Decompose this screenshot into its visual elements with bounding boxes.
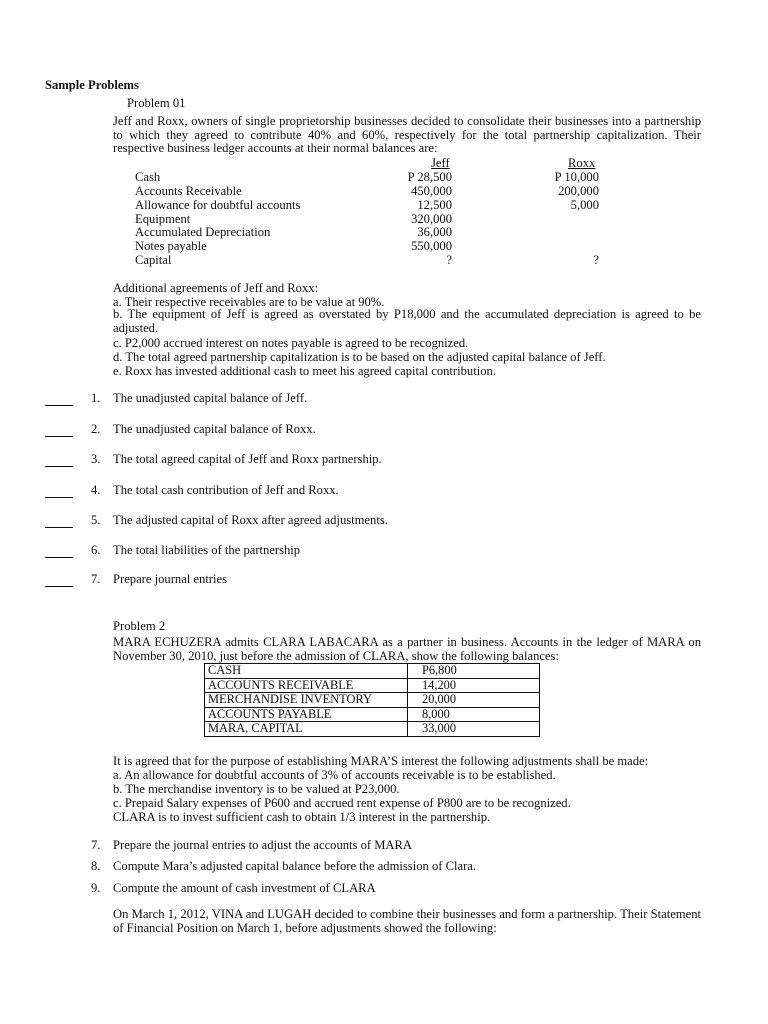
question-number: 7.: [91, 572, 101, 586]
question-number: 1.: [91, 391, 101, 405]
ledger-account: ACCOUNTS RECEIVABLE: [205, 678, 408, 693]
question-text: Prepare journal entries: [113, 572, 227, 586]
agreement-item: c. P2,000 accrued interest on notes payable is agreed to be recognized.: [113, 336, 469, 350]
agreement-item: CLARA is to invest sufficient cash to obtain 1/3 interest in the partnership.: [113, 810, 491, 824]
ledger-table-problem-2: [204, 663, 540, 737]
agreement-item: d. The total agreed partnership capitalization is to be based on the adjusted capital balance of Jeff.: [113, 350, 606, 364]
ledger-amount: P6,800: [408, 664, 540, 679]
answer-blank[interactable]: [45, 404, 73, 406]
answer-blank[interactable]: [45, 435, 73, 437]
ledger-amount: 20,000: [408, 693, 540, 708]
question-number: 2.: [91, 422, 101, 436]
ledger-account: Accounts Receivable: [135, 184, 242, 198]
page-heading: Sample Problems: [45, 78, 139, 92]
ledger-jeff-value: 450,000: [411, 184, 452, 198]
question-text: The unadjusted capital balance of Jeff.: [113, 391, 308, 405]
question-number: 7.: [91, 838, 101, 852]
agreements-title: Additional agreements of Jeff and Roxx:: [113, 281, 319, 295]
question-text: The unadjusted capital balance of Roxx.: [113, 422, 316, 436]
question-number: 9.: [91, 881, 101, 895]
table-row: [205, 664, 540, 679]
agreement-item: b. The merchandise inventory is to be valued at P23,000.: [113, 782, 400, 796]
col-header-jeff: Jeff: [431, 156, 450, 170]
ledger-account: Accumulated Depreciation: [135, 225, 271, 239]
agreement-item: c. Prepaid Salary expenses of P600 and accrued rent expense of P800 are to be recognized.: [113, 796, 571, 810]
answer-blank[interactable]: [45, 556, 73, 558]
ledger-roxx-value: 5,000: [570, 198, 599, 212]
ledger-account: ACCOUNTS PAYABLE: [205, 707, 408, 722]
ledger-jeff-value: 36,000: [417, 225, 452, 239]
ledger-amount: 14,200: [408, 678, 540, 693]
question-text: Compute the amount of cash investment of CLARA: [113, 881, 376, 895]
answer-blank[interactable]: [45, 526, 73, 528]
problem-1-intro: Jeff and Roxx, owners of single proprietorship businesses decided to consolidate their businesses into a partnership to which they agreed to contribute 40% and 60%, respectively for the total partnership capitalization. Their respective business ledger accounts at their normal balances are:: [113, 114, 701, 156]
ledger-roxx-value: ?: [593, 253, 599, 267]
table-row: [205, 693, 540, 708]
question-number: 6.: [91, 543, 101, 557]
col-header-roxx: Roxx: [568, 156, 596, 170]
table-row: [205, 722, 540, 737]
question-text: Prepare the journal entries to adjust the accounts of MARA: [113, 838, 413, 852]
ledger-jeff-value: P 28,500: [407, 170, 452, 184]
ledger-account: Notes payable: [135, 239, 207, 253]
question-text: The total cash contribution of Jeff and Roxx.: [113, 483, 339, 497]
problem-2-intro: MARA ECHUZERA admits CLARA LABACARA as a partner in business. Accounts in the ledger of MARA on November 30, 2010, just before the admission of CLARA, show the following balances:: [113, 635, 701, 663]
table-row: [205, 678, 540, 693]
problem-1-title: Problem 01: [127, 96, 186, 110]
question-number: 3.: [91, 452, 101, 466]
agreement-item: It is agreed that for the purpose of establishing MARA’S interest the following adjustments shall be made:: [113, 754, 649, 768]
question-text: The total agreed capital of Jeff and Roxx partnership.: [113, 452, 382, 466]
question-number: 5.: [91, 513, 101, 527]
agreement-item: e. Roxx has invested additional cash to meet his agreed capital contribution.: [113, 364, 496, 378]
ledger-account: Equipment: [135, 212, 191, 226]
ledger-jeff-value: ?: [446, 253, 452, 267]
question-number: 4.: [91, 483, 101, 497]
ledger-jeff-value: 550,000: [411, 239, 452, 253]
question-number: 8.: [91, 859, 101, 873]
ledger-account: MERCHANDISE INVENTORY: [205, 693, 408, 708]
ledger-amount: 8,000: [408, 707, 540, 722]
ledger-roxx-value: P 10,000: [554, 170, 599, 184]
ledger-account: Cash: [135, 170, 161, 184]
question-text: The adjusted capital of Roxx after agreed adjustments.: [113, 513, 388, 527]
ledger-jeff-value: 320,000: [411, 212, 452, 226]
agreement-item: a. Their respective receivables are to be value at 90%.: [113, 295, 385, 309]
ledger-amount: 33,000: [408, 722, 540, 737]
agreement-item: b. The equipment of Jeff is agreed as overstated by P18,000 and the accumulated depreciation is agreed to be adjusted.: [113, 307, 701, 335]
ledger-account: CASH: [205, 664, 408, 679]
answer-blank[interactable]: [45, 585, 73, 587]
answer-blank[interactable]: [45, 465, 73, 467]
problem-2-title: Problem 2: [113, 619, 166, 633]
ledger-jeff-value: 12,500: [417, 198, 452, 212]
table-row: [205, 707, 540, 722]
ledger-account: Allowance for doubtful accounts: [135, 198, 301, 212]
question-text: Compute Mara’s adjusted capital balance before the admission of Clara.: [113, 859, 476, 873]
question-text: The total liabilities of the partnership: [113, 543, 301, 557]
answer-blank[interactable]: [45, 496, 73, 498]
ledger-account: Capital: [135, 253, 172, 267]
agreement-item: a. An allowance for doubtful accounts of 3% of accounts receivable is to be established.: [113, 768, 556, 782]
problem-3-intro: On March 1, 2012, VINA and LUGAH decided to combine their businesses and form a partnership. Their Statement of Financial Position on March 1, before adjustments showed the following:: [113, 907, 701, 935]
ledger-roxx-value: 200,000: [558, 184, 599, 198]
ledger-account: MARA, CAPITAL: [205, 722, 408, 737]
